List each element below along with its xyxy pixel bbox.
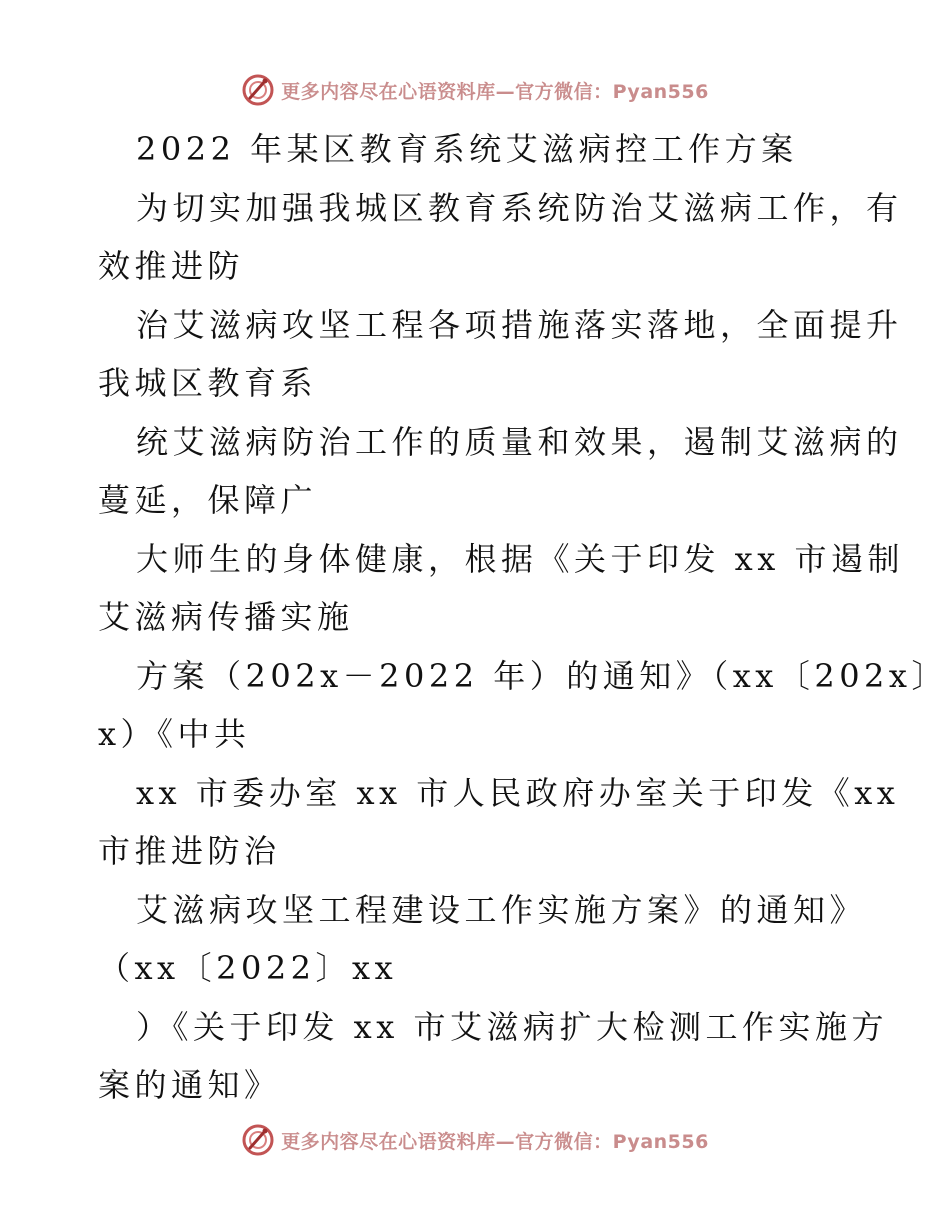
watermark-footer — [0, 1122, 950, 1158]
paragraph-line: 为切实加强我城区教育系统防治艾滋病工作，有 — [136, 188, 903, 227]
paragraph-line: 方案（202x－2022 年）的通知》（xx〔202x〕 — [136, 656, 948, 695]
paragraph-line: xx 市委办室 xx 市人民政府办室关于印发《xx — [136, 773, 900, 812]
paragraph-line: 艾滋病传播实施 — [98, 598, 354, 636]
paragraph-line: 治艾滋病攻坚工程各项措施落实落地，全面提升 — [136, 305, 903, 344]
watermark-header-text: 更多内容尽在心语资料库—官方微信：Pyan556 — [281, 80, 709, 103]
paragraph-line: x）《中共 — [98, 715, 251, 753]
seal-logo-icon — [241, 1123, 275, 1157]
paragraph-line: 案的通知》 — [98, 1066, 281, 1104]
paragraph-line: 蔓延，保障广 — [98, 481, 318, 519]
document-body — [98, 120, 948, 1115]
paragraph-line: （xx〔2022〕xx — [98, 949, 398, 987]
watermark-header — [0, 72, 950, 108]
watermark-footer-text: 更多内容尽在心语资料库—官方微信：Pyan556 — [281, 1130, 709, 1153]
seal-logo-icon — [241, 73, 275, 107]
paragraph-line: 我城区教育系 — [98, 364, 318, 402]
document-title: 2022 年某区教育系统艾滋病控工作方案 — [136, 130, 798, 168]
paragraph-line: 大师生的身体健康，根据《关于印发 xx 市遏制 — [136, 539, 904, 578]
paragraph-line: ）《关于印发 xx 市艾滋病扩大检测工作实施方 — [136, 1007, 888, 1046]
paragraph-line: 统艾滋病防治工作的质量和效果，遏制艾滋病的 — [136, 422, 903, 461]
paragraph-line: 艾滋病攻坚工程建设工作实施方案》的通知》 — [136, 890, 867, 929]
paragraph-line: 市推进防治 — [98, 832, 281, 870]
paragraph-line: 效推进防 — [98, 247, 245, 285]
